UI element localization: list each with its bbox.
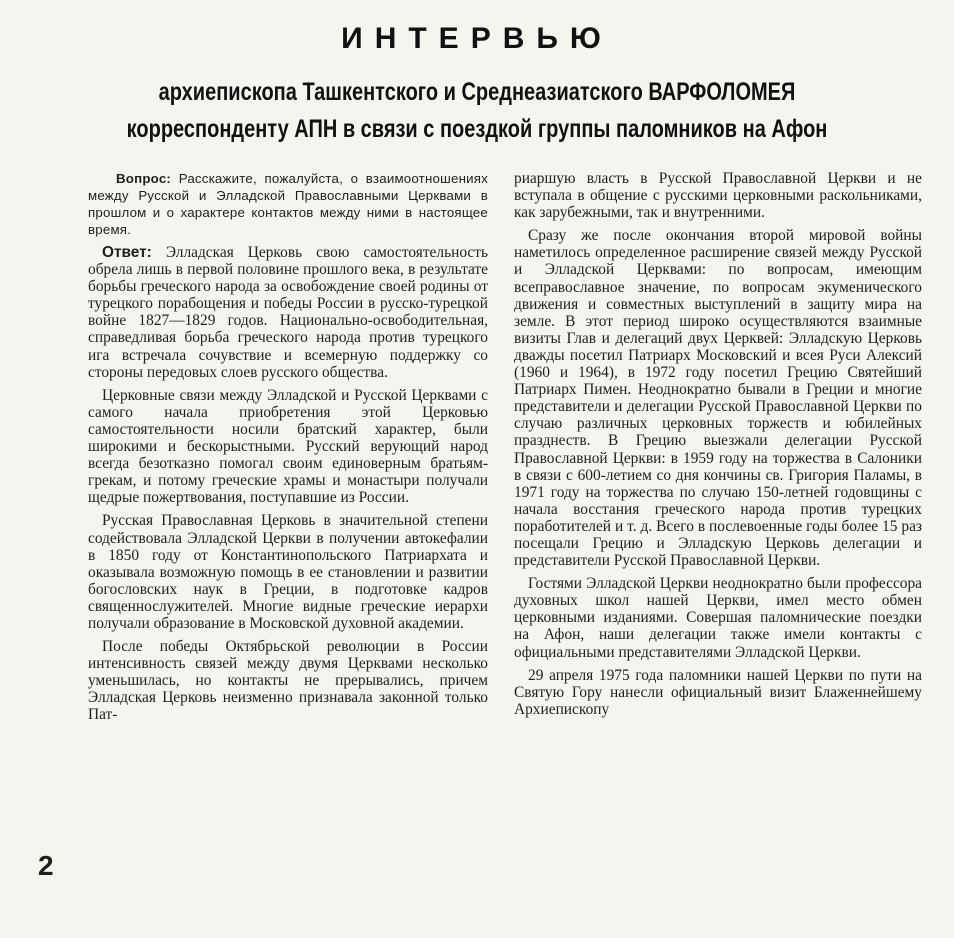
paragraph: После победы Октябрьской революции в России интенсивность связей между двумя Церквами несколько уменьшилась, но контакты не прерывались, причем Элладская Церковь неизменно признавала законной только Пат- [88,638,488,724]
subtitle-line-2: корреспонденту АПН в связи с поездкой группы паломников на Афон [126,115,828,143]
paragraph: риаршую власть в Русской Православной Церкви и не вступала в общение с русскими церковными раскольниками, как зарубежными, так и внутренними. [514,170,922,222]
subtitle-line-1: архиепископа Ташкентского и Среднеазиатского ВАРФОЛОМЕЯ [158,78,796,106]
paragraph: Гостями Элладской Церкви неоднократно были профессора духовных школ нашей Церкви, имел место обмен церковными изданиями. Совершая паломнические поездки на Афон, наши делегации также имели контакты с официальными представителями Элладской Церкви. [514,575,922,661]
paragraph: Сразу же после окончания второй мировой войны наметилось определенное расширение связей между Русской и Элладской Церквами: по вопросам, имеющим всеправославное значение, по вопросам экуменического движения и совместных выступлений в защиту мира на земле. В этот период широко осуществляются взаимные визиты Глав и делегаций двух Церквей: Элладскую Церковь дважды посетил Патриарх Московский и всея Руси Алексий (1960 и 1964), в 1972 году посетил Грецию Святейший Патриарх Пимен. Неоднократно бывали в Греции и многие представители и делегации Русской Православной Церкви по случаю различных церковных торжеств и юбилейных празднеств. В Грецию выезжали делегации Русской Православной Церкви: в 1959 году на торжества в Салоники в связи с 600-летием со дня кончины св. Григория Паламы, в 1971 году на торжества по случаю 150-летней годовщины с начала восстания греческого народа против турецких поработителей и т. д. Всего в послевоенные годы более 15 раз посещали Грецию и Элладскую Церковь делегации и представители Русской Православной Церкви. [514,227,922,570]
answer-paragraph [88,244,488,381]
answer-text: Элладская Церковь свою самостоятельность обрела лишь в первой половине прошлого века, в результате борьбы греческого народа за освобождение своей родины от турецкого порабощения и победы России в русско-турецкой войне 1827—1829 годов. Национально-освободительная, справедливая борьба греческого народа против турецкого ига встречала сочувствие и всемерную поддержку со стороны передовых слоев русского общества. [88,244,488,381]
question-paragraph [88,170,488,238]
paragraph: 29 апреля 1975 года паломники нашей Церкви по пути на Святую Гору нанесли официальный визит Блаженнейшему Архиепископу [514,666,922,718]
paragraph: Русская Православная Церковь в значительной степени содействовала Элладской Церкви в получении автокефалии в 1850 году от Константинопольского Патриархата и оказывала возможную помощь в ее становлении и развитии богословских наук в Греции, в подготовке кадров священнослужителей. Многие видные греческие иерархи получали образование в Московской духовной академии. [88,512,488,632]
left-column [88,170,488,730]
paragraph: Церковные связи между Элладской и Русской Церквами с самого начала приобретения этой Церковью самостоятельности носили братский характер, были широкими и бескорыстными. Русский верующий народ всегда безотказно помогал своим единоверным братьям-грекам, и потому греческие храмы и монастыри получали щедрые пожертвования, поступавшие из России. [88,386,488,507]
page-number: 2 [38,850,54,881]
question-label: Вопрос: [116,171,172,186]
right-column [514,170,922,724]
page-title: ИНТЕРВЬЮ [341,22,613,55]
answer-label: Ответ: [102,244,152,261]
question-text: Расскажите, пожалуйста, о взаимоотношениях между Русской и Элладской Православными Церквами в прошлом и о характере контактов между ними в настоящее время. [88,171,488,237]
